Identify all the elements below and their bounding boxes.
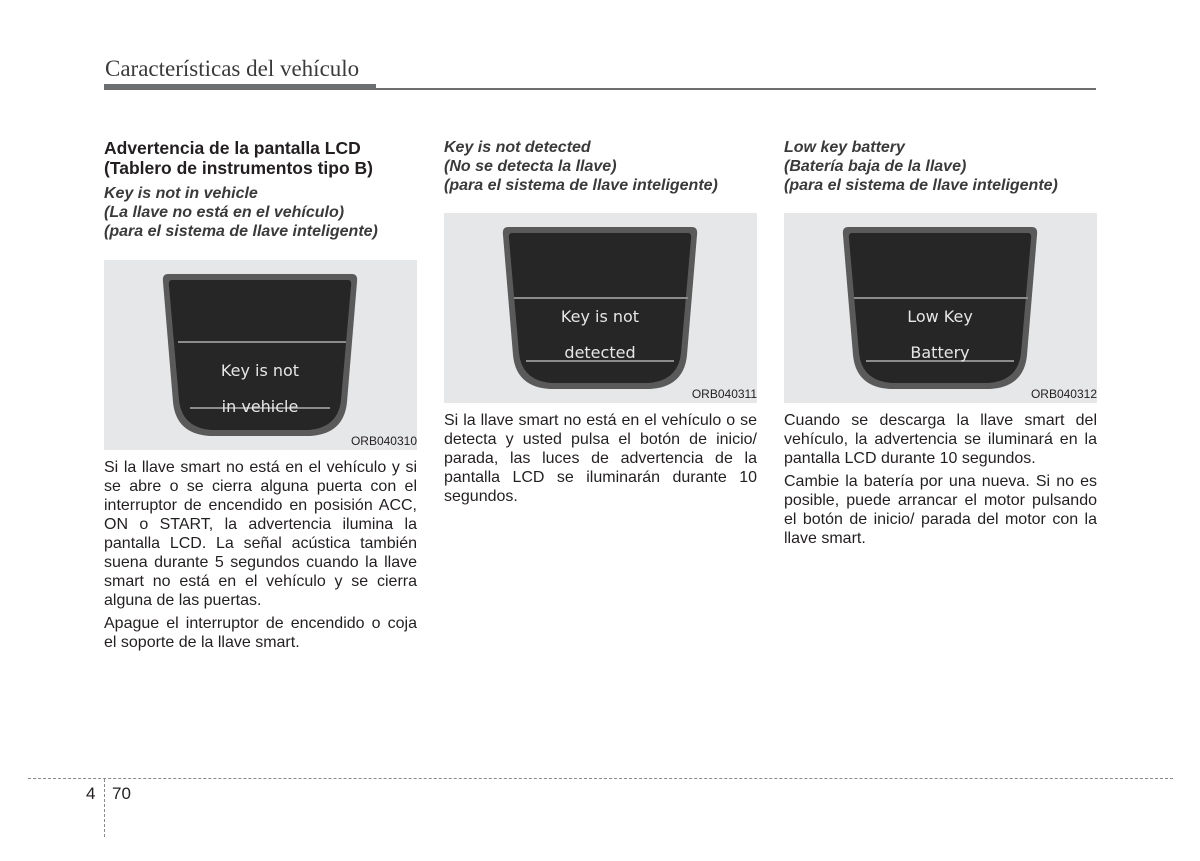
subtitle-line: Key is not detected	[444, 139, 591, 156]
lcd-line-2: detected	[564, 343, 636, 362]
subtitle-line: (No se detecta la llave)	[444, 158, 617, 175]
figure-code: ORB040311	[691, 387, 757, 401]
lcd-display-image	[840, 225, 1040, 391]
lcd-figure	[444, 213, 757, 403]
subtitle-line: (Batería baja de la llave)	[784, 158, 967, 175]
lcd-line-2: Battery	[910, 343, 970, 362]
lcd-figure	[784, 213, 1097, 403]
lcd-line-2: in vehicle	[221, 397, 299, 416]
section-heading	[104, 138, 417, 178]
body-paragraph: Apague el interruptor de encendido o coja el soporte de la llave smart.	[104, 615, 417, 651]
heading-line: (Tablero de instrumentos tipo B)	[104, 158, 373, 178]
lcd-display-image	[160, 272, 360, 438]
lcd-line-1: Key is not	[220, 361, 300, 380]
column-low-key-battery	[784, 138, 1097, 548]
subtitle-line: (para el sistema de llave inteligente)	[104, 223, 378, 240]
lcd-line-1: Low Key	[907, 307, 973, 326]
header-rule	[104, 84, 376, 90]
body-paragraph: Cuando se descarga la llave smart del vehículo, la advertencia se iluminará en la pantalla LCD durante 10 segundos.	[784, 412, 1097, 467]
column-key-not-detected	[444, 138, 757, 506]
lcd-figure	[104, 260, 417, 450]
header-rule-thin	[376, 88, 1096, 90]
body-paragraph: Si la llave smart no está en el vehículo o se detecta y usted pulsa el botón de inicio/ parada, las luces de advertencia de la pantalla LCD se iluminarán durante 10 segundos.	[444, 412, 757, 505]
column-key-not-in-vehicle	[104, 138, 417, 652]
subtitle-line: Key is not in vehicle	[104, 185, 258, 202]
subtitle-line: (La llave no está en el vehículo)	[104, 204, 345, 221]
warning-subtitle	[104, 184, 417, 241]
subtitle-line: (para el sistema de llave inteligente)	[784, 177, 1058, 194]
body-paragraph: Si la llave smart no está en el vehículo y si se abre o se cierra alguna puerta con el interruptor de encendido en posisión ACC, ON o START, la advertencia ilumina la pantalla LCD. La señal acústica también suena durante 5 segundos cuando la llave smart no está en el vehículo y se cierra alguna de las puertas.	[104, 459, 417, 609]
chapter-number: 4	[86, 784, 96, 803]
heading-line: Advertencia de la pantalla LCD	[104, 138, 361, 158]
warning-subtitle	[444, 138, 757, 195]
page-header-title: Características del vehículo	[105, 56, 360, 81]
page-number: 70	[112, 784, 131, 803]
footer-divider	[104, 779, 105, 837]
subtitle-line: Low key battery	[784, 139, 905, 156]
body-paragraph: Cambie la batería por una nueva. Si no es posible, puede arrancar el motor pulsando el botón de inicio/ parada del motor con la llave smart.	[784, 473, 1097, 547]
figure-code: ORB040310	[350, 434, 417, 448]
lcd-line-1: Key is not	[560, 307, 640, 326]
figure-code: ORB040312	[1030, 387, 1097, 401]
lcd-display-image	[500, 225, 700, 391]
warning-subtitle	[784, 138, 1097, 195]
footer-rule	[28, 778, 1173, 779]
subtitle-line: (para el sistema de llave inteligente)	[444, 177, 718, 194]
